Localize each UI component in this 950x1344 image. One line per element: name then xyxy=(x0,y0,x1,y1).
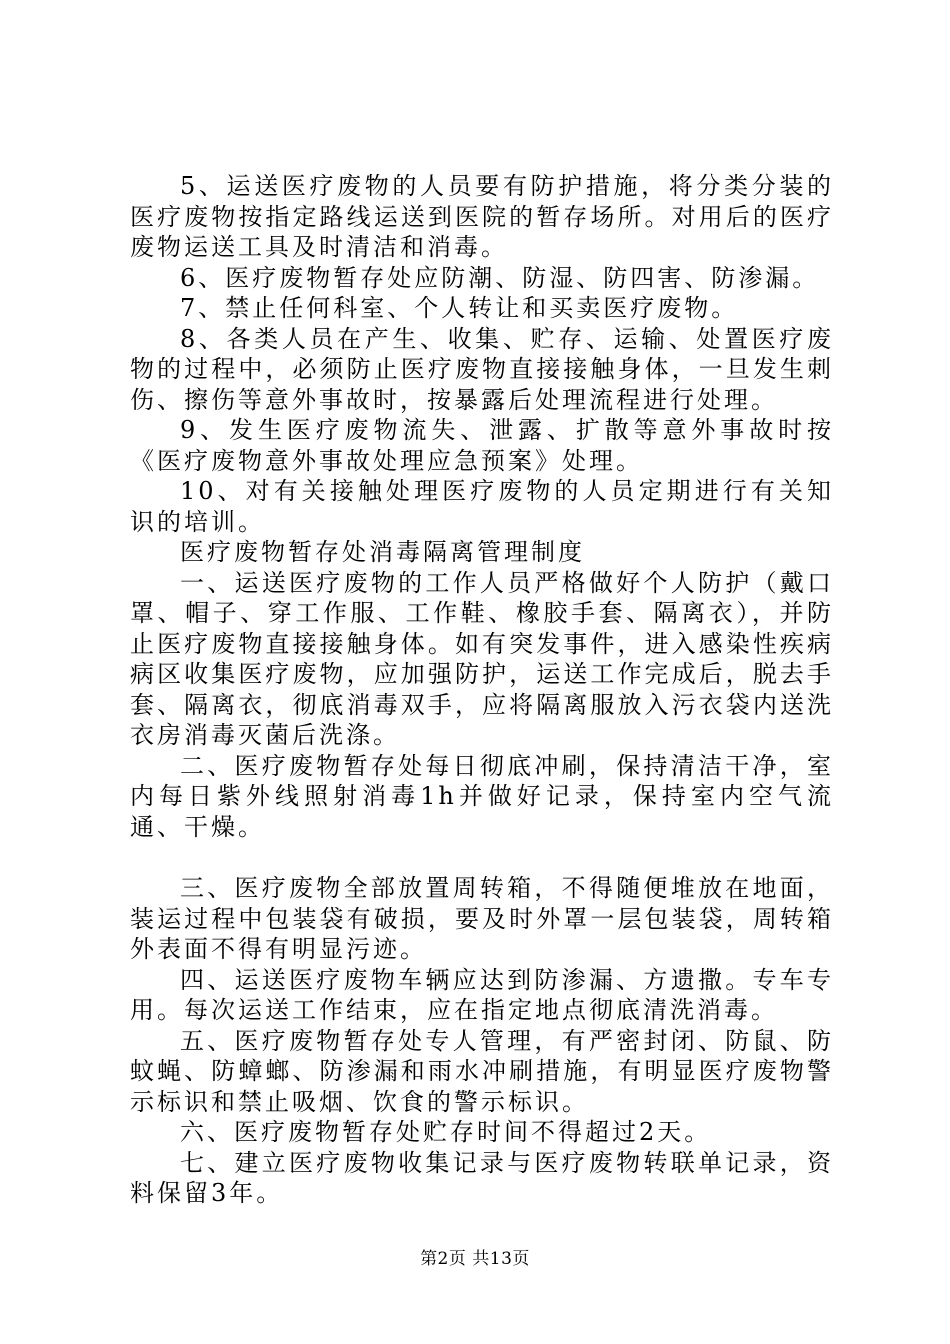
clause-3: 三、医疗废物全部放置周转箱，不得随便堆放在地面，装运过程中包装袋有破损，要及时外罩一层包装袋，周转箱外表面不得有明显污迹。 xyxy=(130,874,834,963)
clause-5: 五、医疗废物暂存处专人管理，有严密封闭、防鼠、防蚊蝇、防蟑螂、防渗漏和雨水冲刷措施，有明显医疗废物警示标识和禁止吸烟、饮食的警示标识。 xyxy=(130,1026,834,1116)
clause-6: 六、医疗废物暂存处贮存时间不得超过2天。 xyxy=(180,1118,712,1146)
paragraph-6: 6、医疗废物暂存处应防潮、防湿、防四害、防渗漏。 xyxy=(180,263,820,292)
paragraph-10: 10、对有关接触处理医疗废物的人员定期进行有关知识的培训。 xyxy=(130,477,834,536)
clause-7: 七、建立医疗废物收集记录与医疗废物转联单记录，资料保留3年。 xyxy=(130,1148,834,1207)
clause-2: 二、医疗废物暂存处每日彻底冲刷，保持清洁干净，室内每日紫外线照射消毒1h并做好记录，保持室内空气流通、干燥。 xyxy=(130,751,834,841)
document-body xyxy=(130,171,834,1209)
page-footer: 第2页 共13页 xyxy=(420,1249,530,1269)
paragraph-9: 9、发生医疗废物流失、泄露、扩散等意外事故时按《医疗废物意外事故处理应急预案》处理。 xyxy=(130,416,834,475)
section-heading: 医疗废物暂存处消毒隔离管理制度 xyxy=(180,538,585,566)
clause-1: 一、运送医疗废物的工作人员严格做好个人防护（戴口罩、帽子、穿工作服、工作鞋、橡胶手套、隔离衣），并防止医疗废物直接接触身体。如有突发事件，进入感染性疾病病区收集医疗废物，应加强防护，运送工作完成后，脱去手套、隔离衣，彻底消毒双手，应将隔离服放入污衣袋内送洗衣房消毒灭菌后洗涤。 xyxy=(130,568,834,749)
paragraph-7: 7、禁止任何科室、个人转让和买卖医疗废物。 xyxy=(180,294,739,322)
clause-4: 四、运送医疗废物车辆应达到防渗漏、方遗撒。专车专用。每次运送工作结束，应在指定地点彻底清洗消毒。 xyxy=(130,965,834,1024)
paragraph-8: 8、各类人员在产生、收集、贮存、运输、处置医疗废物的过程中，必须防止医疗废物直接接触身体，一旦发生刺伤、擦伤等意外事故时，按暴露后处理流程进行处理。 xyxy=(130,324,834,414)
paragraph-5: 5、运送医疗废物的人员要有防护措施，将分类分装的医疗废物按指定路线运送到医院的暂存场所。对用后的医疗废物运送工具及时清洁和消毒。 xyxy=(130,172,834,261)
